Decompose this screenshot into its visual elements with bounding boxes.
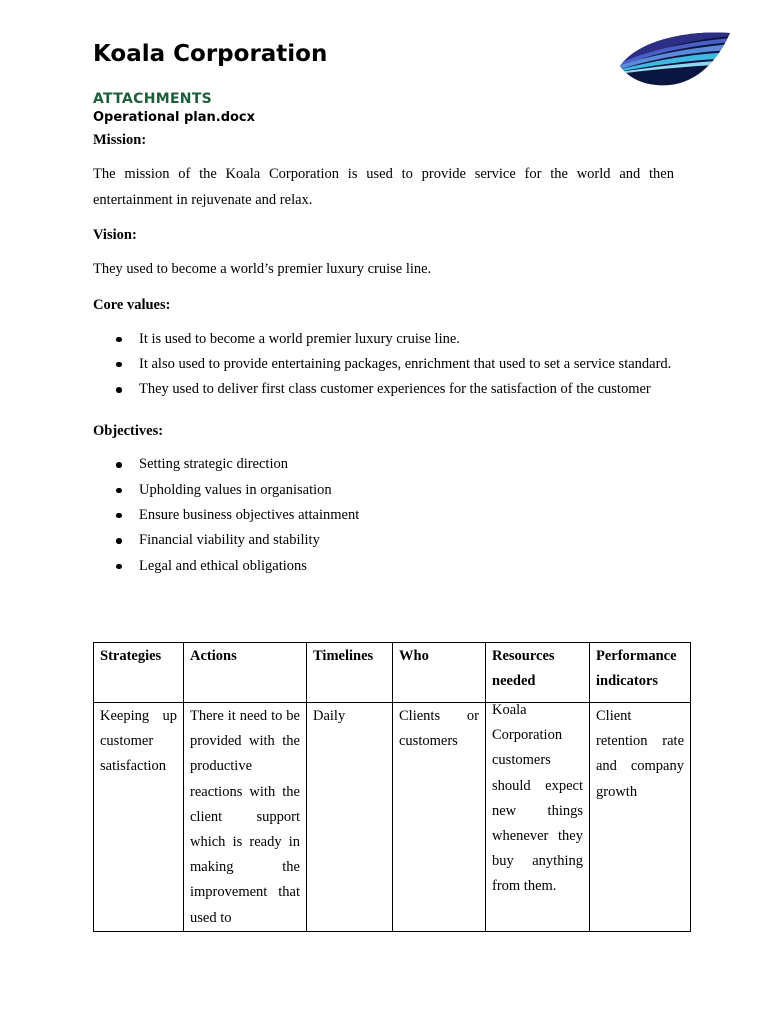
bullet-icon <box>116 462 122 468</box>
list-item: It also used to provide entertaining packages, enrichment that used to set a service standard. <box>93 352 674 377</box>
attachments-heading: ATTACHMENTS <box>93 91 213 107</box>
mission-text: The mission of the Koala Corporation is used to provide service for the world and then entertainment in rejuvenate and relax. <box>93 166 674 208</box>
list-item: Legal and ethical obligations <box>93 554 674 579</box>
list-item: Upholding values in organisation <box>93 478 674 503</box>
cell-actions: There it need to be provided with the productive reactions with the client support which is ready in making the improvement that used to <box>184 703 307 932</box>
header-timelines: Timelines <box>307 643 393 703</box>
document-body <box>93 131 674 579</box>
bullet-icon <box>116 362 122 368</box>
mission-label: Mission: <box>93 132 147 148</box>
header-performance-indicators: Performance indicators <box>590 643 691 703</box>
header-actions: Actions <box>184 643 307 703</box>
bullet-icon <box>116 564 122 570</box>
list-item: They used to deliver first class customer experiences for the satisfaction of the customer <box>93 377 674 402</box>
attachment-file-name: Operational plan.docx <box>93 110 256 125</box>
objectives-list <box>93 452 674 578</box>
cell-timeline: Daily <box>307 703 393 932</box>
company-title: Koala Corporation <box>93 41 328 67</box>
vision-label: Vision: <box>93 227 137 243</box>
header-who: Who <box>393 643 486 703</box>
bullet-icon <box>116 387 122 393</box>
core-values-label: Core values: <box>93 296 171 313</box>
operational-plan-table <box>93 642 691 932</box>
cell-who: Clients or customers <box>393 703 486 932</box>
list-item: Financial viability and stability <box>93 528 674 553</box>
cell-performance: Client retention rate and company growth <box>590 703 691 932</box>
cell-resources-text: Koala Corporation customers should expect new things whenever they buy anything from them. <box>492 702 583 895</box>
header-resources-needed: Resources needed <box>486 643 590 703</box>
bullet-icon <box>116 337 122 343</box>
list-item: It is used to become a world premier luxury cruise line. <box>93 327 674 352</box>
bullet-icon <box>116 538 122 544</box>
objectives-label: Objectives: <box>93 423 164 440</box>
list-item: Setting strategic direction <box>93 452 674 477</box>
bullet-icon <box>116 488 122 494</box>
cell-strategy: Keeping up customer satisfaction <box>94 703 184 932</box>
core-values-list <box>93 327 674 403</box>
cell-resources <box>486 703 590 932</box>
list-item: Ensure business objectives attainment <box>93 503 674 528</box>
vision-text: They used to become a world’s premier luxury cruise line. <box>93 261 432 277</box>
bullet-icon <box>116 513 122 519</box>
table-header-row <box>94 643 691 703</box>
table-row <box>94 703 691 932</box>
company-logo <box>618 30 732 88</box>
header-strategies: Strategies <box>94 643 184 703</box>
